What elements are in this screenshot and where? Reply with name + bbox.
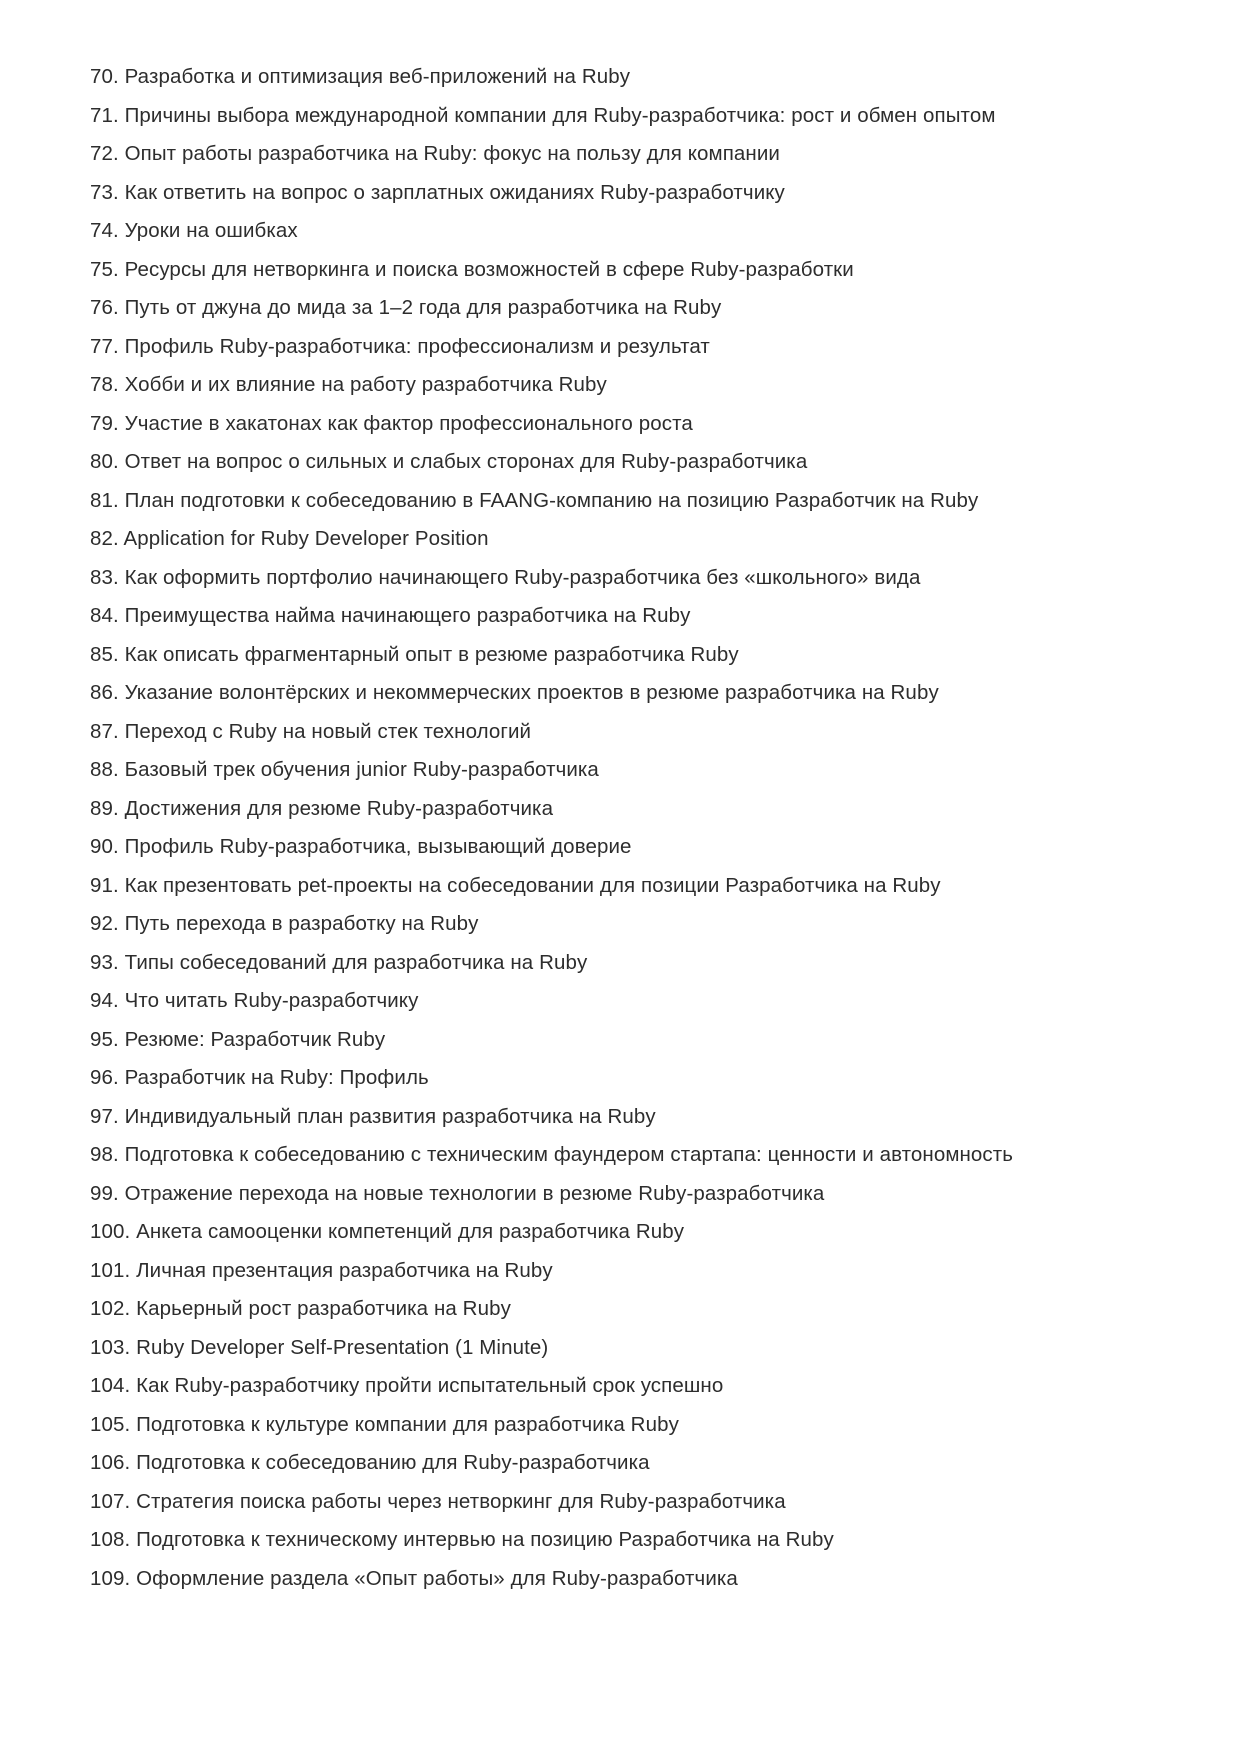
list-item: 79. Участие в хакатонах как фактор профессионального роста <box>90 411 693 435</box>
list-item: 75. Ресурсы для нетворкинга и поиска возможностей в сфере Ruby-разработки <box>90 257 854 281</box>
list-item: 84. Преимущества найма начинающего разработчика на Ruby <box>90 604 691 627</box>
list-item: 86. Указание волонтёрских и некоммерческих проектов в резюме разработчика на Ruby <box>90 681 939 704</box>
list-item: 88. Базовый трек обучения junior Ruby-разработчика <box>90 758 599 781</box>
list-item: 72. Опыт работы разработчика на Ruby: фокус на пользу для компании <box>90 142 780 165</box>
list-item: 73. Как ответить на вопрос о зарплатных ожиданиях Ruby-разработчику <box>90 180 785 204</box>
list-item: 101. Личная презентация разработчика на Ruby <box>90 1258 553 1282</box>
list-item: 93. Типы собеседований для разработчика на Ruby <box>90 950 588 974</box>
list-item: 109. Оформление раздела «Опыт работы» для Ruby-разработчика <box>90 1566 738 1590</box>
list-item: 87. Переход с Ruby на новый стек технологий <box>90 719 532 743</box>
list-item: 103. Ruby Developer Self-Presentation (1 Minute) <box>90 1335 549 1359</box>
list-item: 80. Ответ на вопрос о сильных и слабых сторонах для Ruby-разработчика <box>90 450 808 473</box>
list-item: 77. Профиль Ruby-разработчика: профессионализм и результат <box>90 334 710 358</box>
list-item: 95. Резюме: Разработчик Ruby <box>90 1027 386 1051</box>
list-item: 83. Как оформить портфолио начинающего Ruby-разработчика без «школьного» вида <box>90 565 921 589</box>
list-item: 108. Подготовка к техническому интервью на позицию Разработчика на Ruby <box>90 1528 834 1551</box>
list-item: 74. Уроки на ошибках <box>90 219 298 242</box>
list-item: 107. Стратегия поиска работы через нетворкинг для Ruby-разработчика <box>90 1489 786 1513</box>
list-item: 94. Что читать Ruby-разработчику <box>90 989 419 1012</box>
list-item: 97. Индивидуальный план развития разработчика на Ruby <box>90 1104 656 1128</box>
list-item: 106. Подготовка к собеседованию для Ruby-разработчика <box>90 1451 650 1474</box>
list-item: 99. Отражение перехода на новые технологии в резюме Ruby-разработчика <box>90 1181 825 1205</box>
list-item: 96. Разработчик на Ruby: Профиль <box>90 1066 429 1089</box>
list-item: 85. Как описать фрагментарный опыт в резюме разработчика Ruby <box>90 642 739 666</box>
list-item: 105. Подготовка к культуре компании для разработчика Ruby <box>90 1412 679 1436</box>
list-item: 92. Путь перехода в разработку на Ruby <box>90 912 479 935</box>
list-item: 100. Анкета самооценки компетенций для разработчика Ruby <box>90 1220 685 1243</box>
list-item: 91. Как презентовать pet-проекты на собеседовании для позиции Разработчика на Ruby <box>90 873 941 897</box>
list-item: 89. Достижения для резюме Ruby-разработчика <box>90 796 554 820</box>
list-item: 90. Профиль Ruby-разработчика, вызывающий доверие <box>90 835 632 858</box>
list-item: 102. Карьерный рост разработчика на Ruby <box>90 1297 511 1320</box>
list-item: 76. Путь от джуна до мида за 1–2 года для разработчика на Ruby <box>90 296 722 319</box>
list-item: 70. Разработка и оптимизация веб-приложений на Ruby <box>90 65 631 88</box>
topics-list <box>90 58 1149 1598</box>
list-item: 78. Хобби и их влияние на работу разработчика Ruby <box>90 373 607 396</box>
list-item: 71. Причины выбора международной компании для Ruby-разработчика: рост и обмен опытом <box>90 103 996 127</box>
list-item: 81. План подготовки к собеседованию в FAANG-компанию на позицию Разработчик на Ruby <box>90 488 979 512</box>
list-item: 82. Application for Ruby Developer Position <box>90 527 489 550</box>
list-item: 98. Подготовка к собеседованию с техническим фаундером стартапа: ценности и автономность <box>90 1143 1014 1166</box>
list-item: 104. Как Ruby-разработчику пройти испытательный срок успешно <box>90 1374 724 1397</box>
